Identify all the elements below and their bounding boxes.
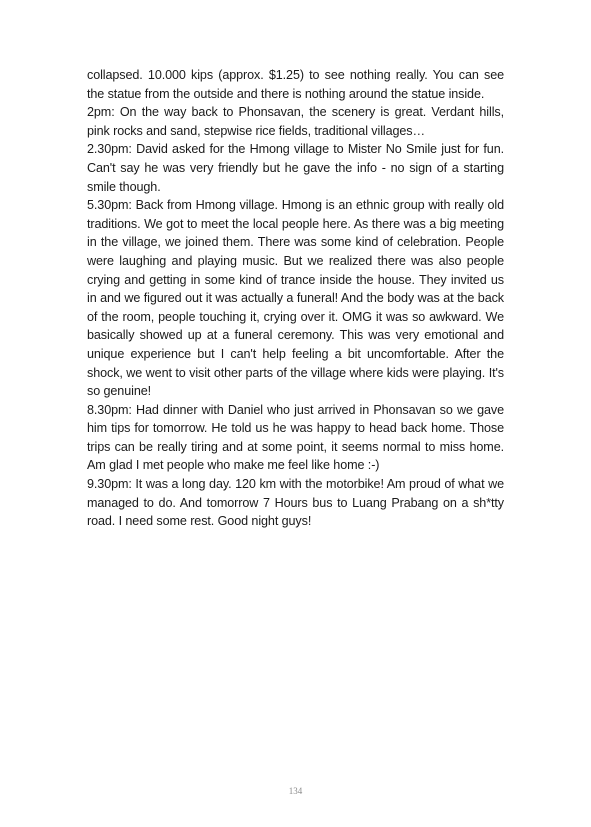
- paragraph-2pm: 2pm: On the way back to Phonsavan, the scenery is great. Verdant hills, pink rocks and sand, stepwise rice fields, traditional villages…: [87, 105, 504, 138]
- paragraph-statue: collapsed. 10.000 kips (approx. $1.25) to see nothing really. You can see the statue from the outside and there is nothing around the statue inside.: [87, 68, 504, 101]
- paragraph-830pm: 8.30pm: Had dinner with Daniel who just arrived in Phonsavan so we gave him tips for tomorrow. He told us he was happy to head back home. Those trips can be really tiring and at some point, it seems normal to miss home. Am glad I met people who make me feel like home :-): [87, 402, 504, 473]
- paragraph-530pm: 5.30pm: Back from Hmong village. Hmong is an ethnic group with really old traditions. We got to meet the local people here. As there was a big meeting in the village, we joined them. There was some kind of celebration. People were laughing and playing music. But we realized there was also people crying and getting in some kind of trance inside the house. They invited us in and we figured out it was actually a funeral! And the body was at the back of the room, people touching it, crying over it. OMG it was so awkward. We basically showed up at a funeral ceremony. This was very emotional and unique experience but I can't help feeling a bit uncomfortable. After the shock, we went to visit other parts of the village where kids were playing. It's so genuine!: [87, 198, 504, 399]
- paragraph-230pm: 2.30pm: David asked for the Hmong village to Mister No Smile just for fun. Can't say he was very friendly but he gave the info - no sign of a starting smile though.: [87, 142, 504, 194]
- paragraph-930pm: 9.30pm: It was a long day. 120 km with the motorbike! Am proud of what we managed to do. And tomorrow 7 Hours bus to Luang Prabang on a sh*tty road. I need some rest. Good night guys!: [87, 477, 504, 529]
- page-number: 134: [288, 786, 303, 796]
- body-text: [87, 66, 504, 531]
